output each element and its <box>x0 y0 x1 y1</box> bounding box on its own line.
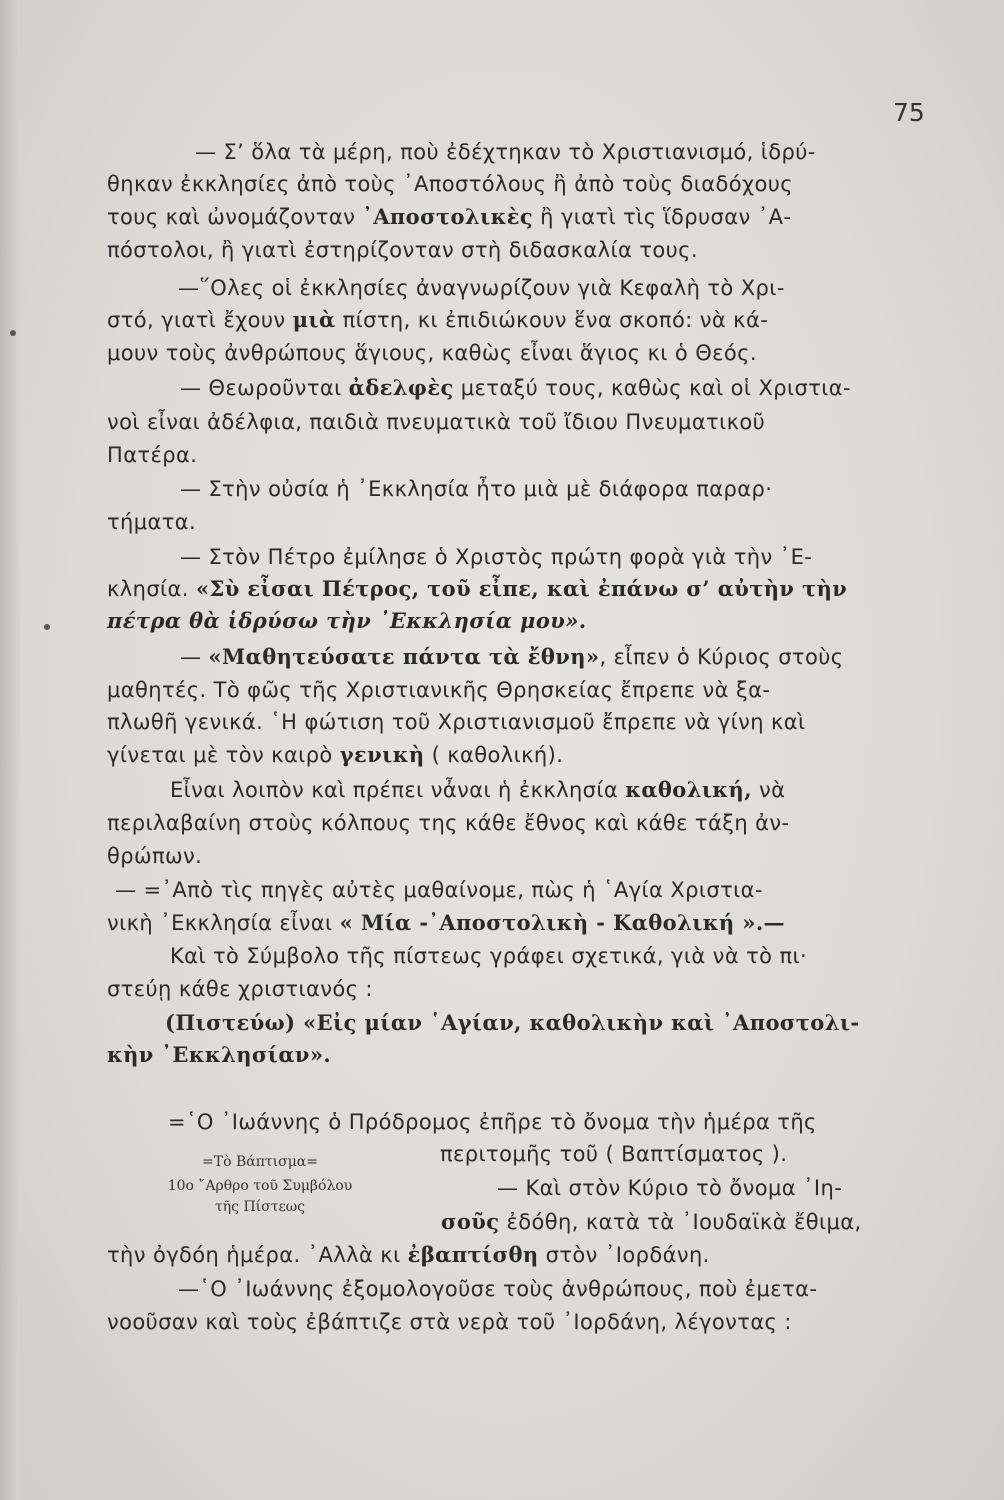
text-line: Καὶ τὸ Σύμβολο τῆς πίστεως γράφει σχετικά, γιὰ νὰ τὸ πι· <box>170 944 808 968</box>
page-number: 75 <box>893 98 925 127</box>
speck <box>10 330 16 336</box>
text-line: τήματα. <box>107 510 197 534</box>
text-line: στεύῃ κάθε χριστιανός : <box>107 977 373 1001</box>
margin-note-line: τῆς Πίστεως <box>215 1199 305 1215</box>
text-line: νοοῦσαν καὶ τοὺς ἐβάπτιζε στὰ νερὰ τοῦ ᾿Ιορδάνη, λέγοντας : <box>107 1310 792 1334</box>
text-line: — Στὴν οὐσία ἡ ᾿Εκκλησία ἦτο μιὰ μὲ διάφορα παραρ· <box>180 477 773 501</box>
text-line: θρώπων. <box>107 844 203 868</box>
text-line: Εἶναι λοιπὸν καὶ πρέπει νἆναι ἡ ἐκκλησία καθολική, νὰ <box>170 777 786 802</box>
margin-note-title: =Τὸ Βάπτισμα= <box>202 1154 318 1170</box>
text-line: στό, γιατὶ ἔχουν μιὰ πίστη, κι ἐπιδιώκουν ἕνα σκοπό: νὰ κά- <box>107 307 769 332</box>
text-line: γίνεται μὲ τὸν καιρὸ γενικὴ ( καθολική). <box>107 742 564 767</box>
text-line: τὴν ὀγδόη ἡμέρα. ᾿Αλλὰ κι ἐβαπτίσθη στὸν ᾿Ιορδάνη. <box>107 1242 710 1267</box>
text-line: θηκαν ἐκκλησίες ἀπὸ τοὺς ᾿Αποστόλους ἢ ἀπὸ τοὺς διαδόχους <box>107 172 794 196</box>
text-line: — Στὸν Πέτρο ἐμίλησε ὁ Χριστὸς πρώτη φορὰ γιὰ τὴν ᾿Ε- <box>180 545 813 569</box>
text-line: περιλαβαίνη στοὺς κόλπους της κάθε ἔθνος καὶ κάθε τάξη ἀν- <box>107 811 790 835</box>
text-line: κλησία. «Σὺ εἶσαι Πέτρος, τοῦ εἶπε, καὶ ἐπάνω σ’ αὐτὴν τὴν <box>107 576 848 601</box>
text-line: Πατέρα. <box>107 443 198 467</box>
text-line: νοὶ εἶναι ἀδέλφια, παιδιὰ πνευματικὰ τοῦ ἴδιου Πνευματικοῦ <box>107 410 766 434</box>
margin-note-line: 10ο ῎Αρθρο τοῦ Συμβόλου <box>167 1178 353 1194</box>
text-line: —῞Ολες οἱ ἐκκλησίες ἀναγνωρίζουν γιὰ Κεφαλὴ τὸ Χρι- <box>178 276 785 300</box>
text-line: κὴν ᾿Εκκλησίαν». <box>107 1042 332 1067</box>
text-line: πόστολοι, ἢ γιατὶ ἐστηρίζονταν στὴ διδασκαλία τους. <box>107 238 698 262</box>
text-line: πλωθῆ γενικά. ῾Η φώτιση τοῦ Χριστιανισμοῦ ἔπρεπε νὰ γίνη καὶ <box>107 710 806 734</box>
text-line: —῾Ο ᾿Ιωάννης ἐξομολογοῦσε τοὺς ἀνθρώπους, ποὺ ἐμετα- <box>178 1277 818 1301</box>
text-line: =῾Ο ᾿Ιωάννης ὁ Πρόδρομος ἐπῆρε τὸ ὄνομα τὴν ἡμέρα τῆς <box>168 1110 817 1134</box>
text-line: — Θεωροῦνται ἀδελφὲς μεταξύ τους, καθὼς καὶ οἱ Χριστια- <box>180 375 851 400</box>
text-line: — Σ’ ὅλα τὰ μέρη, ποὺ ἐδέχτηκαν τὸ Χριστιανισμό, ἱδρύ- <box>195 140 816 164</box>
text-line: — Καὶ στὸν Κύριο τὸ ὄνομα ᾿Ιη- <box>497 1176 843 1200</box>
text-line: περιτομῆς τοῦ ( Βαπτίσματος ). <box>440 1142 788 1166</box>
page-edge-shadow <box>0 0 20 1500</box>
text-line: (Πιστεύω) «Εἰς μίαν ῾Αγίαν, καθολικὴν καὶ ᾿Αποστολι- <box>165 1010 860 1035</box>
text-line: τους καὶ ὠνομάζονταν ᾿Αποστολικὲς ἢ γιατὶ τὶς ἵδρυσαν ᾿Α- <box>107 204 792 229</box>
text-line: — «Μαθητεύσατε πάντα τὰ ἔθνη», εἶπεν ὁ Κύριος στοὺς <box>180 644 844 669</box>
text-line: σοῦς ἐδόθη, κατὰ τὰ ᾿Ιουδαϊκὰ ἔθιμα, <box>441 1209 862 1234</box>
speck <box>44 624 50 630</box>
text-line: μαθητές. Τὸ φῶς τῆς Χριστιανικῆς Θρησκείας ἔπρεπε νὰ ξα- <box>107 678 771 702</box>
text-line: πέτρα θὰ ἱδρύσω τὴν ᾿Εκκλησία μου». <box>107 608 587 633</box>
text-line: μουν τοὺς ἀνθρώπους ἅγιους, καθὼς εἶναι ἅγιος κι ὁ Θεός. <box>107 341 757 365</box>
text-line: νικὴ ᾿Εκκλησία εἶναι « Μία -᾿Αποστολικὴ - Καθολική ».— <box>107 910 785 935</box>
text-line: — =᾿Απὸ τὶς πηγὲς αὐτὲς μαθαίνομε, πὼς ἡ ῾Αγία Χριστια- <box>115 878 763 902</box>
